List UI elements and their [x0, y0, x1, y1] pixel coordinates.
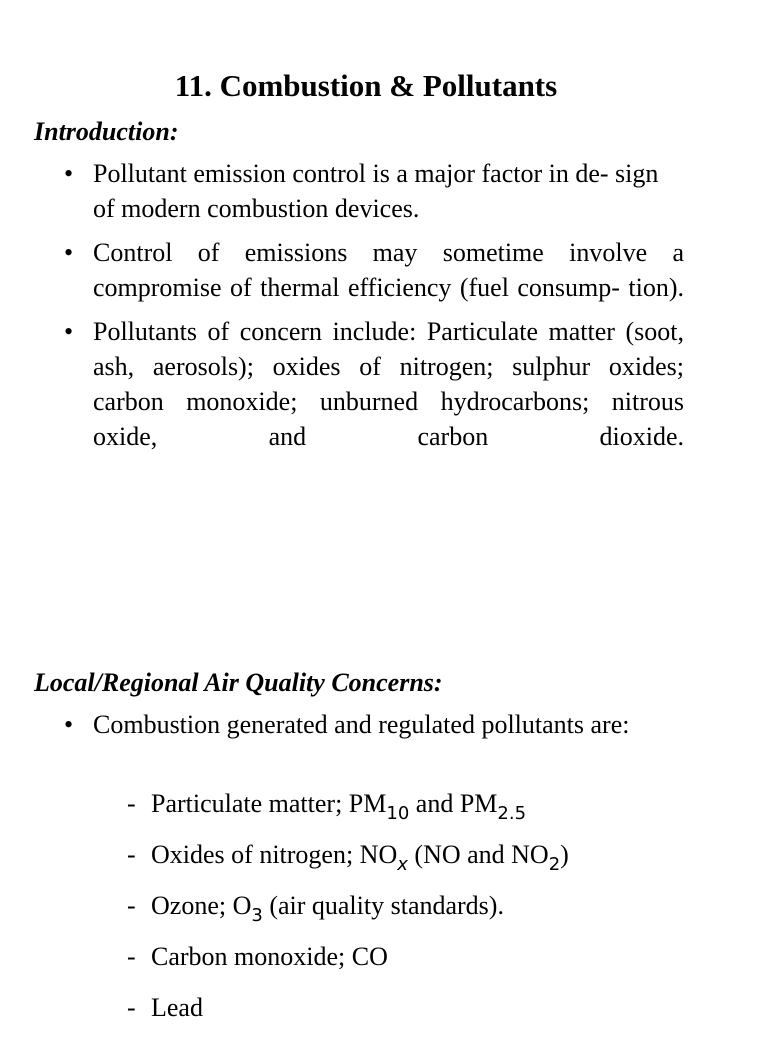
list-item	[0, 837, 768, 888]
subscript: 2.5	[497, 803, 527, 824]
pollutant-item	[151, 786, 526, 824]
subscript: 2	[548, 854, 561, 875]
bullet-icon: •	[64, 238, 74, 267]
pollutant-text: )	[560, 840, 569, 869]
pollutant-text: and PM	[409, 789, 498, 818]
pollutant-list	[0, 786, 768, 1041]
bullet-text: Pollutants of concern include: Particulate matter (soot, ash, aerosols); oxides of nitrogen; sulphur oxides; carbon monoxide; unburned hydrocarbons; nitrous oxide, and carbon dioxide.	[93, 317, 684, 451]
subscript: x	[397, 854, 408, 875]
list-item	[0, 939, 768, 990]
introduction-bullet-list	[0, 156, 768, 463]
bullet-icon: •	[64, 159, 74, 188]
pollutant-item: Carbon monoxide; CO	[151, 942, 388, 971]
dash-icon: -	[127, 942, 136, 971]
dash-icon: -	[127, 993, 136, 1022]
dash-icon: -	[127, 840, 136, 869]
bullet-text: Pollutant emission control is a major factor in de- sign of modern combustion devices.	[93, 159, 659, 223]
pollutant-item	[151, 837, 569, 875]
bullet-icon: •	[64, 317, 74, 346]
pollutant-text: Oxides of nitrogen; NO	[151, 840, 398, 869]
air-quality-heading: Local/Regional Air Quality Concerns:	[34, 668, 443, 697]
bullet-text: Combustion generated and regulated pollutants are:	[93, 710, 630, 739]
list-item	[0, 156, 768, 226]
air-quality-bullet-list	[0, 707, 768, 751]
list-item	[0, 235, 768, 305]
pollutant-item	[151, 888, 504, 926]
dash-icon: -	[127, 891, 136, 920]
pollutant-text: Particulate matter; PM	[151, 789, 387, 818]
subscript: 3	[251, 905, 263, 926]
pollutant-item: Lead	[151, 993, 203, 1022]
bullet-icon: •	[64, 710, 74, 739]
page-title: 11. Combustion & Pollutants	[174, 68, 558, 103]
list-item	[0, 707, 768, 742]
list-item	[0, 314, 768, 454]
list-item	[0, 786, 768, 837]
subscript: 10	[386, 803, 410, 824]
dash-icon: -	[127, 789, 136, 818]
list-item	[0, 888, 768, 939]
pollutant-text: Ozone; O	[151, 891, 252, 920]
introduction-heading: Introduction:	[34, 117, 179, 146]
bullet-text: Control of emissions may sometime involve a compromise of thermal efficiency (fuel consump- tion).	[93, 238, 684, 302]
list-item	[0, 990, 768, 1041]
pollutant-text: (air quality standards).	[262, 891, 504, 920]
pollutant-text: (NO and NO	[407, 840, 549, 869]
